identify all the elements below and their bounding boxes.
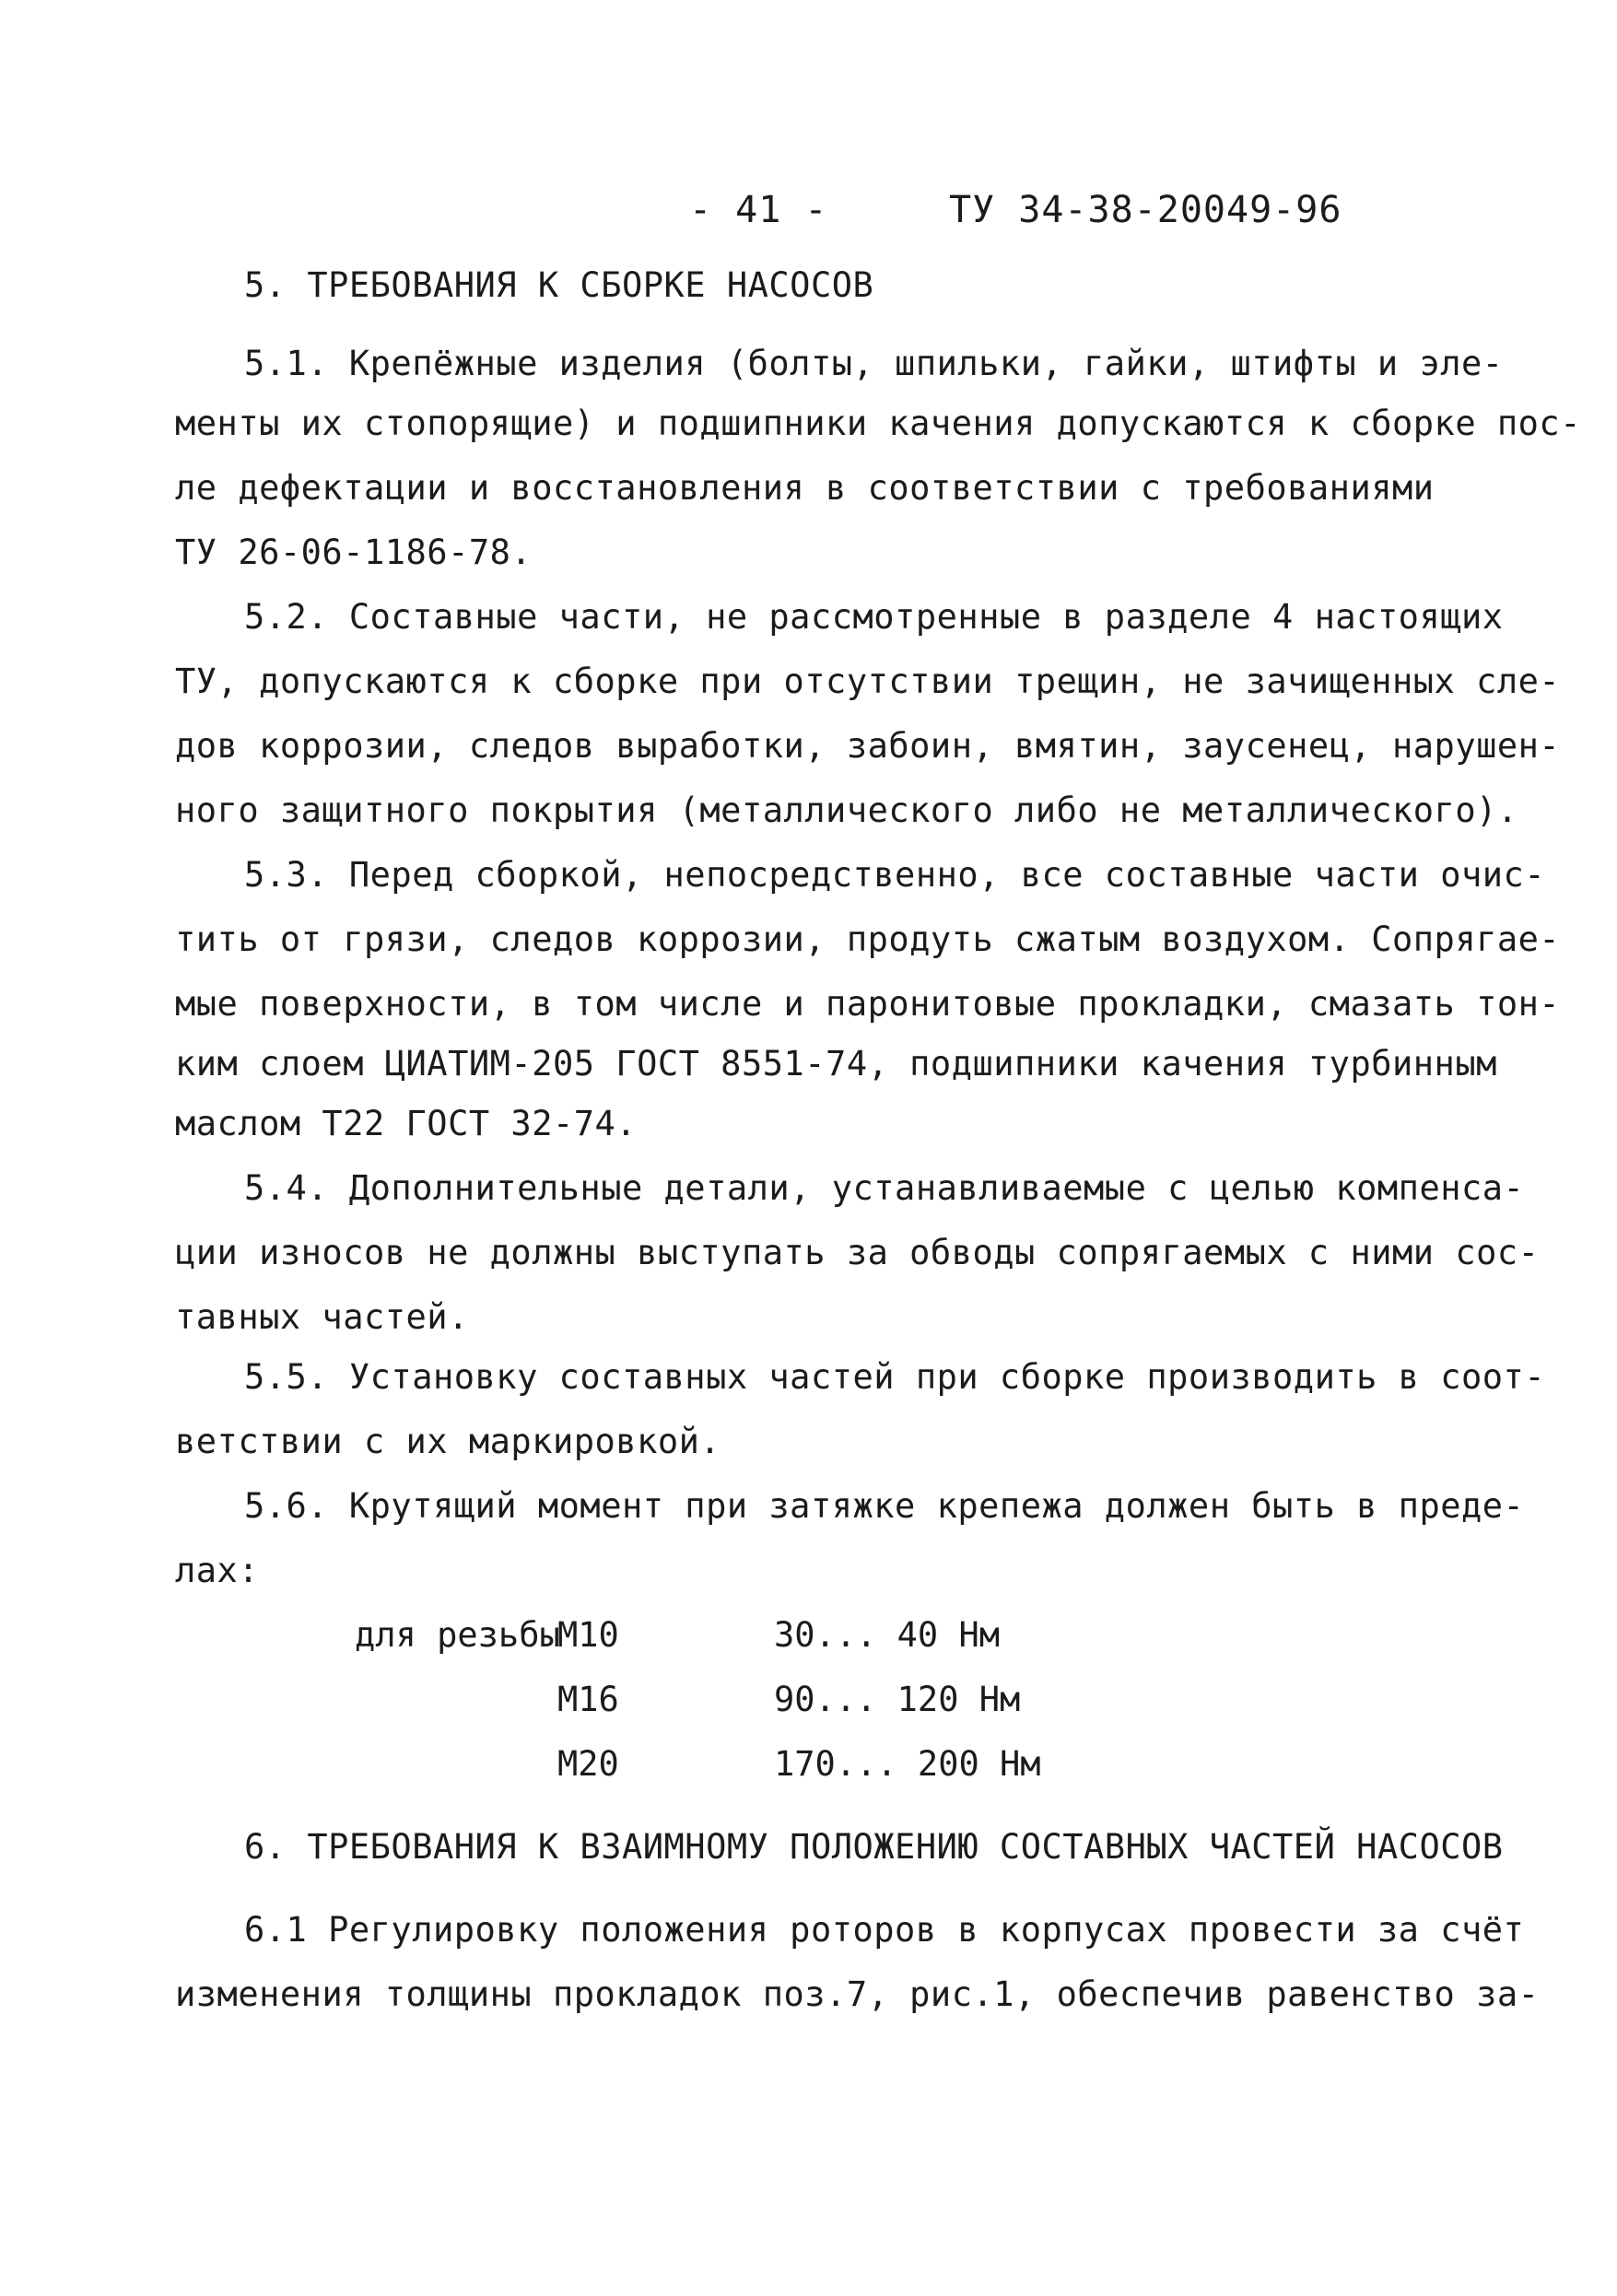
paragraph-line: лах: (175, 1551, 260, 1590)
paragraph-line: ветствии с их маркировкой. (175, 1422, 721, 1461)
paragraph-line: 5.6. Крутящий момент при затяжке крепежа должен быть в преде- (244, 1486, 1525, 1526)
paragraph-line: ного защитного покрытия (металлического либо не металлического). (175, 791, 1518, 830)
torque-prefix: для резьбы (355, 1615, 560, 1655)
paragraph-line: дов коррозии, следов выработки, забоин, вмятин, заусенец, нарушен- (175, 726, 1561, 766)
torque-range: 30... 40 Нм (774, 1615, 1001, 1655)
paragraph-line: 5.4. Дополнительные детали, устанавливаемые с целью компенса- (244, 1168, 1525, 1208)
paragraph-line: тить от грязи, следов коррозии, продуть сжатым воздухом. Сопрягае- (175, 920, 1561, 959)
paragraph-line: ТУ 26-06-1186-78. (175, 533, 533, 572)
paragraph-line: ким слоем ЦИАТИМ-205 ГОСТ 8551-74, подшипники качения турбинным (175, 1044, 1497, 1084)
torque-thread: М20 (557, 1744, 619, 1784)
paragraph-line: 5.1. Крепёжные изделия (болты, шпильки, гайки, штифты и эле- (244, 344, 1504, 383)
document-id: ТУ 34-38-20049-96 (949, 189, 1342, 231)
paragraph-line: ле дефектации и восстановления в соответствии с требованиями (175, 468, 1435, 508)
torque-range: 90... 120 Нм (774, 1680, 1021, 1719)
paragraph-line: 5.3. Перед сборкой, непосредственно, все составные части очис- (244, 855, 1546, 895)
paragraph-line: 5.2. Составные части, не рассмотренные в разделе 4 настоящих (244, 597, 1504, 637)
paragraph-line: 6.1 Регулировку положения роторов в корпусах провести за счёт (244, 1910, 1525, 1950)
paragraph-line: ТУ, допускаются к сборке при отсутствии трещин, не зачищенных сле- (175, 662, 1561, 701)
paragraph-line: маслом Т22 ГОСТ 32-74. (175, 1104, 638, 1143)
paragraph-line: менты их стопорящие) и подшипники качения допускаются к сборке пос- (175, 404, 1581, 443)
torque-thread: М10 (557, 1615, 619, 1655)
paragraph-line: ции износов не должны выступать за обводы сопрягаемых с ними сос- (175, 1233, 1540, 1272)
torque-range: 170... 200 Нм (774, 1744, 1041, 1784)
torque-thread: М16 (557, 1680, 619, 1719)
paragraph-line: 5.5. Установку составных частей при сборке производить в соот- (244, 1357, 1546, 1397)
section-6-title: 6. ТРЕБОВАНИЯ К ВЗАИМНОМУ ПОЛОЖЕНИЮ СОСТАВНЫХ ЧАСТЕЙ НАСОСОВ (244, 1827, 1504, 1867)
paragraph-line: тавных частей. (175, 1297, 469, 1337)
page-number: - 41 - (689, 189, 828, 231)
section-5-title: 5. ТРЕБОВАНИЯ К СБОРКЕ НАСОСОВ (244, 265, 874, 305)
paragraph-line: изменения толщины прокладок поз.7, рис.1, обеспечив равенство за- (175, 1974, 1540, 2014)
paragraph-line: мые поверхности, в том числе и паронитовые прокладки, смазать тон- (175, 984, 1561, 1024)
